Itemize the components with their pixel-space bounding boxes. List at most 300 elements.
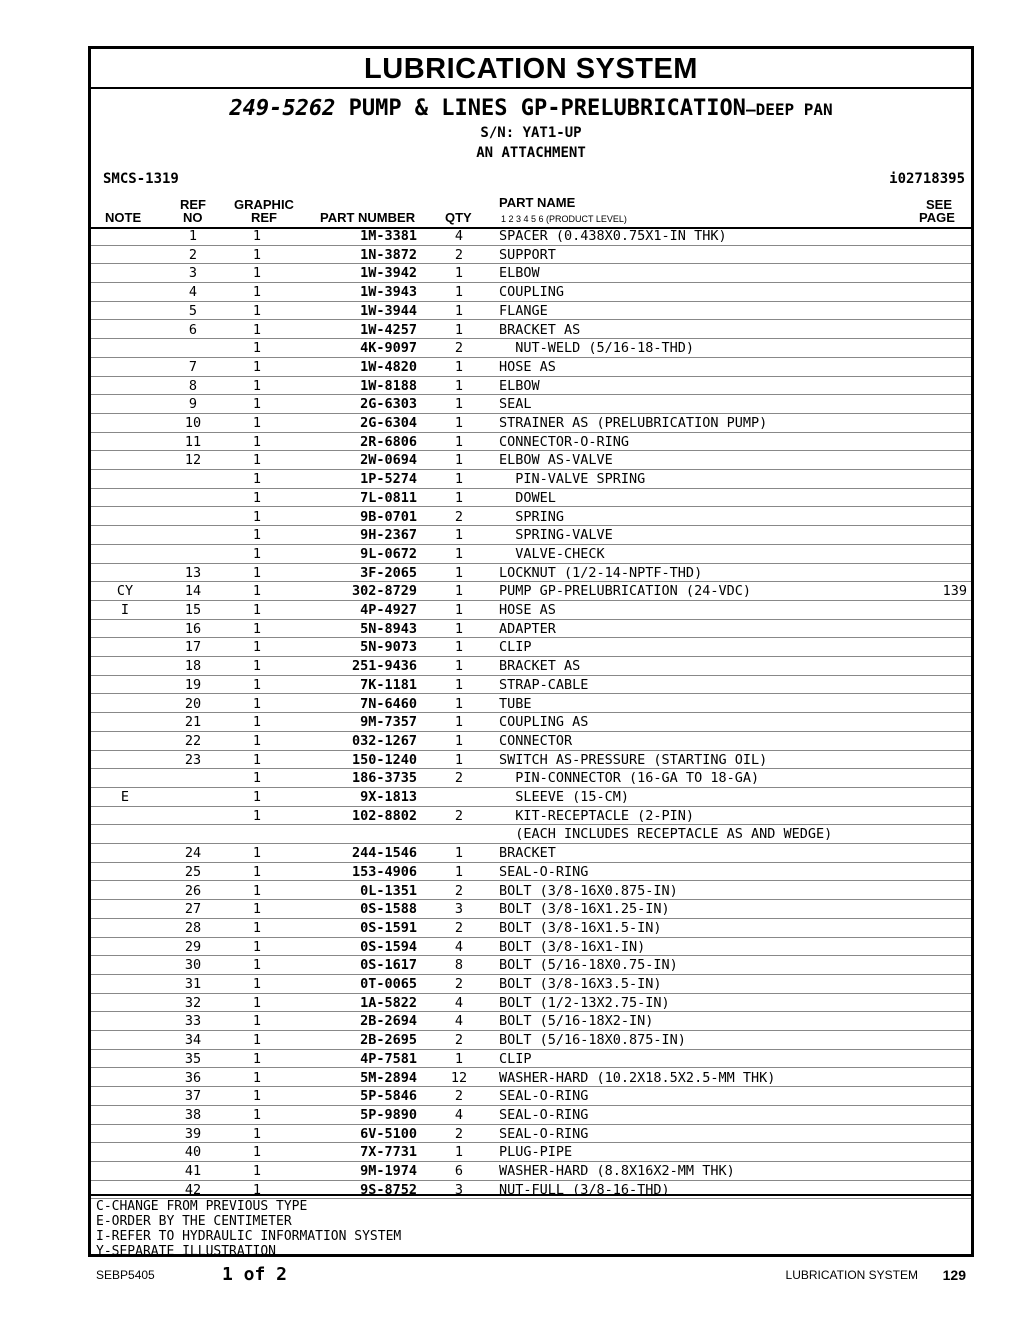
- ref-no-cell: 5: [188, 302, 198, 319]
- part-number-cell: 1W-4820: [360, 358, 417, 375]
- part-number-cell: 1A-5822: [360, 994, 417, 1011]
- part-name-cell: VALVE-CHECK: [499, 545, 605, 562]
- part-number-cell: 1W-3942: [360, 265, 417, 282]
- table-row: [91, 1012, 971, 1031]
- part-number-cell: 7L-0811: [360, 489, 417, 506]
- part-name-cell: KIT-RECEPTACLE (2-PIN): [499, 807, 695, 824]
- graphic-ref-cell: 1: [252, 377, 262, 394]
- ref-no-cell: 18: [184, 658, 202, 675]
- table-row: [91, 1106, 971, 1125]
- part-name-cell: ELBOW: [499, 265, 540, 282]
- table-row: [91, 807, 971, 826]
- table-row: [91, 713, 971, 732]
- qty-cell: 4: [454, 994, 464, 1011]
- part-number-cell: 9H-2367: [360, 527, 417, 544]
- footer-page-number: 129: [942, 1267, 966, 1283]
- part-number-cell: 1W-3943: [360, 284, 417, 301]
- table-row: [91, 1162, 971, 1181]
- qty-cell: 4: [454, 1013, 464, 1030]
- graphic-ref-cell: 1: [252, 1069, 262, 1086]
- part-name-cell: BOLT (1/2-13X2.75-IN): [499, 994, 670, 1011]
- part-number-cell: 9S-8752: [360, 1181, 417, 1198]
- part-name-cell: COUPLING AS: [499, 714, 589, 731]
- qty-cell: 1: [454, 284, 464, 301]
- qty-cell: 2: [454, 246, 464, 263]
- table-row: [91, 1125, 971, 1144]
- ref-no-cell: 7: [188, 358, 198, 375]
- graphic-ref-cell: 1: [252, 489, 262, 506]
- table-row: [91, 938, 971, 957]
- ref-no-cell: 29: [184, 938, 202, 955]
- table-row: [91, 1031, 971, 1050]
- table-row: [91, 358, 971, 377]
- note-cell: E: [120, 789, 130, 805]
- qty-cell: 1: [454, 1050, 464, 1067]
- qty-cell: 2: [454, 770, 464, 787]
- graphic-ref-cell: 1: [252, 1125, 262, 1142]
- qty-cell: 1: [454, 358, 464, 375]
- graphic-ref-cell: 1: [252, 751, 262, 768]
- qty-cell: 1: [454, 732, 464, 749]
- part-name-cell: PUMP GP-PRELUBRICATION (24-VDC): [499, 583, 751, 600]
- part-name-cell: SEAL-O-RING: [499, 1106, 589, 1123]
- table-row: [91, 582, 971, 601]
- qty-cell: 2: [454, 340, 464, 357]
- table-row: [91, 788, 971, 807]
- table-row: [91, 470, 971, 489]
- graphic-ref-cell: 1: [252, 770, 262, 787]
- table-row: [91, 919, 971, 938]
- graphic-ref-cell: 1: [252, 228, 262, 244]
- header-see: SEE: [926, 197, 953, 212]
- note-cell: I: [120, 602, 130, 618]
- table-row: [91, 302, 971, 321]
- part-name-cell: LOCKNUT (1/2-14-NPTF-THD): [499, 564, 703, 581]
- table-row: [91, 994, 971, 1013]
- qty-cell: 1: [454, 845, 464, 862]
- ref-no-cell: 1: [188, 228, 198, 244]
- part-name-cell: BOLT (5/16-18X0.875-IN): [499, 1032, 686, 1049]
- part-number-cell: 7X-7731: [360, 1144, 417, 1161]
- qty-cell: 1: [454, 415, 464, 431]
- see-page-cell: 139: [942, 583, 967, 600]
- qty-cell: 6: [454, 1163, 464, 1179]
- table-row: [91, 769, 971, 788]
- part-number-cell: 1W-8188: [360, 377, 417, 394]
- part-name-cell: STRAP-CABLE: [499, 676, 589, 693]
- part-name-cell: BOLT (3/8-16X3.5-IN): [499, 976, 662, 992]
- table-row: [91, 264, 971, 283]
- part-name-cell: ADAPTER: [499, 620, 556, 637]
- table-row: [91, 975, 971, 994]
- table-row: [91, 1143, 971, 1162]
- part-number-cell: 1W-3944: [360, 302, 417, 319]
- part-number-cell: 302-8729: [351, 583, 417, 600]
- qty-cell: 2: [454, 508, 464, 525]
- table-row: [91, 1069, 971, 1088]
- header-graphic-ref: REF: [251, 210, 277, 225]
- ref-no-cell: 17: [184, 639, 202, 656]
- qty-cell: 1: [454, 1144, 464, 1161]
- part-name-cell: BOLT (3/8-16X1.25-IN): [499, 901, 670, 918]
- ref-no-cell: 14: [184, 583, 202, 600]
- qty-cell: 1: [454, 863, 464, 880]
- table-row: [91, 751, 971, 770]
- part-number-cell: 7N-6460: [360, 695, 417, 712]
- ref-no-cell: 3: [188, 265, 198, 282]
- graphic-ref-cell: 1: [252, 545, 262, 562]
- table-row: [91, 620, 971, 639]
- ref-no-cell: 2: [188, 246, 198, 263]
- qty-cell: 1: [454, 658, 464, 675]
- ref-no-cell: 36: [184, 1069, 202, 1086]
- table-row: [91, 508, 971, 527]
- part-name-cell: DOWEL: [499, 489, 556, 506]
- ref-no-cell: 30: [184, 957, 202, 974]
- part-number-cell: 2G-6304: [360, 415, 417, 431]
- part-number-cell: 0S-1591: [360, 919, 417, 936]
- part-number-cell: 5N-8943: [360, 620, 417, 637]
- table-row: [91, 433, 971, 452]
- ref-no-cell: 22: [184, 732, 202, 749]
- attachment-label: AN ATTACHMENT: [476, 145, 586, 161]
- part-number-cell: 5P-9890: [360, 1106, 417, 1123]
- part-number-cell: 2B-2695: [360, 1032, 417, 1049]
- graphic-ref-cell: 1: [252, 433, 262, 450]
- qty-cell: 2: [454, 1032, 464, 1049]
- part-number-cell: 2W-0694: [360, 452, 417, 469]
- part-number-cell: 4P-7581: [360, 1050, 417, 1067]
- group-name: PUMP & LINES GP-PRELUBRICATION: [348, 96, 746, 121]
- ref-no-cell: 34: [184, 1032, 202, 1049]
- graphic-ref-cell: 1: [252, 639, 262, 656]
- qty-cell: 3: [454, 901, 464, 918]
- ref-no-cell: 19: [184, 676, 202, 693]
- table-row: [91, 657, 971, 676]
- graphic-ref-cell: 1: [252, 919, 262, 936]
- footer-section: LUBRICATION SYSTEM: [785, 1268, 918, 1282]
- part-number-cell: 1P-5274: [360, 471, 417, 488]
- part-name-cell: BOLT (3/8-16X1.5-IN): [499, 919, 662, 936]
- part-number-cell: 2R-6806: [360, 433, 417, 450]
- part-number-cell: 1M-3381: [360, 228, 417, 244]
- graphic-ref-cell: 1: [252, 358, 262, 375]
- ref-no-cell: 15: [184, 602, 202, 618]
- part-number-cell: 7K-1181: [360, 676, 417, 693]
- table-row: [91, 676, 971, 695]
- header-qty: QTY: [445, 210, 472, 225]
- header-product-levels: 1 2 3 4 5 6 (PRODUCT LEVEL): [501, 214, 627, 224]
- table-row: [91, 956, 971, 975]
- group-suffix: —DEEP PAN: [745, 100, 833, 119]
- graphic-ref-cell: 1: [252, 452, 262, 469]
- part-name-cell: STRAINER AS (PRELUBRICATION PUMP): [499, 415, 768, 431]
- table-row: [91, 638, 971, 657]
- ref-no-cell: 16: [184, 620, 202, 637]
- qty-cell: 1: [454, 489, 464, 506]
- part-number-cell: 251-9436: [351, 658, 417, 675]
- part-name-cell: COUPLING: [499, 284, 565, 301]
- qty-cell: 1: [454, 452, 464, 469]
- graphic-ref-cell: 1: [252, 396, 262, 413]
- part-number-cell: 9M-1974: [360, 1163, 417, 1179]
- graphic-ref-cell: 1: [252, 1163, 262, 1179]
- part-name-cell: (EACH INCLUDES RECEPTACLE AS AND WEDGE): [499, 826, 833, 843]
- table-row: [91, 1087, 971, 1106]
- table-row: [91, 863, 971, 882]
- part-number-cell: 9B-0701: [360, 508, 417, 525]
- part-number-cell: 5P-5846: [360, 1088, 417, 1105]
- header-part-name: PART NAME: [499, 195, 576, 210]
- part-number-cell: 0S-1617: [360, 957, 417, 974]
- part-name-cell: CONNECTOR-O-RING: [499, 433, 630, 450]
- graphic-ref-cell: 1: [252, 246, 262, 263]
- graphic-ref-cell: 1: [252, 1144, 262, 1161]
- qty-cell: 1: [454, 471, 464, 488]
- qty-cell: 1: [454, 583, 464, 600]
- qty-cell: 3: [454, 1181, 464, 1198]
- part-number-cell: 1N-3872: [360, 246, 417, 263]
- part-number-cell: 0T-0065: [360, 976, 417, 992]
- part-name-cell: SPACER (0.438X0.75X1-IN THK): [499, 228, 727, 244]
- ref-no-cell: 32: [184, 994, 202, 1011]
- part-name-cell: BRACKET AS: [499, 658, 581, 675]
- table-row: [91, 695, 971, 714]
- graphic-ref-cell: 1: [252, 676, 262, 693]
- qty-cell: 1: [454, 433, 464, 450]
- qty-cell: 2: [454, 976, 464, 992]
- graphic-ref-cell: 1: [252, 471, 262, 488]
- ref-no-cell: 8: [188, 377, 198, 394]
- part-number-cell: 153-4906: [351, 863, 417, 880]
- part-name-cell: HOSE AS: [499, 602, 556, 618]
- ref-no-cell: 41: [184, 1163, 202, 1179]
- ref-no-cell: 39: [184, 1125, 202, 1142]
- group-title: [91, 95, 971, 124]
- smcs-code: SMCS-1319: [103, 171, 179, 187]
- table-row: [91, 1050, 971, 1069]
- note-cell: CY: [116, 583, 134, 600]
- qty-cell: 1: [454, 695, 464, 712]
- qty-cell: 1: [454, 639, 464, 656]
- ref-no-cell: 37: [184, 1088, 202, 1105]
- table-row: [91, 564, 971, 583]
- graphic-ref-cell: 1: [252, 602, 262, 618]
- table-row: [91, 882, 971, 901]
- part-name-cell: SEAL: [499, 396, 532, 413]
- table-row: [91, 246, 971, 265]
- qty-cell: 1: [454, 564, 464, 581]
- qty-cell: 1: [454, 602, 464, 618]
- part-name-cell: WASHER-HARD (10.2X18.5X2.5-MM THK): [499, 1069, 776, 1086]
- footer-page-of: 1 of 2: [222, 1264, 288, 1285]
- part-name-cell: BOLT (5/16-18X2-IN): [499, 1013, 654, 1030]
- part-name-cell: CONNECTOR: [499, 732, 573, 749]
- ref-no-cell: 11: [184, 433, 202, 450]
- graphic-ref-cell: 1: [252, 564, 262, 581]
- parts-list-frame: [88, 46, 974, 1257]
- part-name-cell: SLEEVE (15-CM): [499, 789, 630, 805]
- part-number-cell: 2G-6303: [360, 396, 417, 413]
- graphic-ref-cell: 1: [252, 265, 262, 282]
- illustration-id: i02718395: [889, 171, 965, 187]
- graphic-ref-cell: 1: [252, 583, 262, 600]
- part-name-cell: PIN-CONNECTOR (16-GA TO 18-GA): [499, 770, 760, 787]
- table-row: [91, 377, 971, 396]
- graphic-ref-cell: 1: [252, 415, 262, 431]
- part-name-cell: NUT-FULL (3/8-16-THD): [499, 1181, 670, 1198]
- legend-item: I-REFER TO HYDRAULIC INFORMATION SYSTEM: [96, 1229, 402, 1244]
- graphic-ref-cell: 1: [252, 1013, 262, 1030]
- part-number-cell: 3F-2065: [360, 564, 417, 581]
- part-name-cell: PLUG-PIPE: [499, 1144, 573, 1161]
- ref-no-cell: 38: [184, 1106, 202, 1123]
- graphic-ref-cell: 1: [252, 340, 262, 357]
- graphic-ref-cell: 1: [252, 302, 262, 319]
- part-name-cell: HOSE AS: [499, 358, 556, 375]
- table-row: [91, 601, 971, 620]
- part-number-cell: 9L-0672: [360, 545, 417, 562]
- part-number-cell: 9X-1813: [360, 789, 417, 805]
- part-number-cell: 0S-1588: [360, 901, 417, 918]
- header-page: PAGE: [919, 210, 955, 225]
- graphic-ref-cell: 1: [252, 658, 262, 675]
- table-row: [91, 1181, 971, 1200]
- part-name-cell: NUT-WELD (5/16-18-THD): [499, 340, 695, 357]
- qty-cell: 4: [454, 1106, 464, 1123]
- part-name-cell: CLIP: [499, 1050, 532, 1067]
- legend-item: Y-SEPARATE ILLUSTRATION: [96, 1244, 277, 1259]
- table-row: [91, 227, 971, 246]
- ref-no-cell: 13: [184, 564, 202, 581]
- ref-no-cell: 12: [184, 452, 202, 469]
- qty-cell: 2: [454, 919, 464, 936]
- legend-rule: [91, 1194, 971, 1196]
- table-row: [91, 395, 971, 414]
- ref-no-cell: 42: [184, 1181, 202, 1198]
- header-note: NOTE: [105, 210, 142, 225]
- part-number-cell: 186-3735: [351, 770, 417, 787]
- part-number-cell: 102-8802: [351, 807, 417, 824]
- graphic-ref-cell: 1: [252, 807, 262, 824]
- qty-cell: 1: [454, 620, 464, 637]
- graphic-ref-cell: 1: [252, 508, 262, 525]
- graphic-ref-cell: 1: [252, 1106, 262, 1123]
- graphic-ref-cell: 1: [252, 527, 262, 544]
- qty-cell: 1: [454, 302, 464, 319]
- table-row: [91, 489, 971, 508]
- graphic-ref-cell: 1: [252, 901, 262, 918]
- ref-no-cell: 9: [188, 396, 198, 413]
- qty-cell: 2: [454, 1088, 464, 1105]
- part-number-cell: 0S-1594: [360, 938, 417, 955]
- graphic-ref-cell: 1: [252, 976, 262, 992]
- ref-no-cell: 26: [184, 882, 202, 899]
- part-name-cell: ELBOW: [499, 377, 540, 394]
- qty-cell: 2: [454, 807, 464, 824]
- ref-no-cell: 21: [184, 714, 202, 731]
- part-name-cell: SPRING: [499, 508, 565, 525]
- header-no: NO: [183, 210, 203, 225]
- qty-cell: 2: [454, 1125, 464, 1142]
- graphic-ref-cell: 1: [252, 845, 262, 862]
- graphic-ref-cell: 1: [252, 714, 262, 731]
- graphic-ref-cell: 1: [252, 882, 262, 899]
- qty-cell: 4: [454, 228, 464, 244]
- part-number-cell: 0L-1351: [360, 882, 417, 899]
- table-row: [91, 414, 971, 433]
- graphic-ref-cell: 1: [252, 732, 262, 749]
- legend-item: C-CHANGE FROM PREVIOUS TYPE: [96, 1199, 308, 1214]
- table-row: [91, 451, 971, 470]
- header-graphic: GRAPHIC: [234, 197, 294, 212]
- ref-no-cell: 35: [184, 1050, 202, 1067]
- table-row: [91, 321, 971, 340]
- table-row: [91, 900, 971, 919]
- ref-no-cell: 27: [184, 901, 202, 918]
- part-name-cell: BOLT (3/8-16X1-IN): [499, 938, 646, 955]
- qty-cell: 1: [454, 265, 464, 282]
- qty-cell: 1: [454, 751, 464, 768]
- part-number-cell: 9M-7357: [360, 714, 417, 731]
- qty-cell: 2: [454, 882, 464, 899]
- part-name-cell: PIN-VALVE SPRING: [499, 471, 646, 488]
- table-row: [91, 526, 971, 545]
- graphic-ref-cell: 1: [252, 1032, 262, 1049]
- part-number-cell: 4K-9097: [360, 340, 417, 357]
- ref-no-cell: 6: [188, 321, 198, 338]
- part-number-cell: 2B-2694: [360, 1013, 417, 1030]
- qty-cell: 12: [450, 1069, 468, 1086]
- graphic-ref-cell: 1: [252, 863, 262, 880]
- header-part-number: PART NUMBER: [320, 210, 416, 225]
- part-name-cell: FLANGE: [499, 302, 548, 319]
- ref-no-cell: 25: [184, 863, 202, 880]
- part-name-cell: SEAL-O-RING: [499, 863, 589, 880]
- part-number-cell: 1W-4257: [360, 321, 417, 338]
- part-name-cell: BRACKET: [499, 845, 556, 862]
- part-number-cell: 6V-5100: [360, 1125, 417, 1142]
- part-name-cell: BRACKET AS: [499, 321, 581, 338]
- qty-cell: 1: [454, 377, 464, 394]
- ref-no-cell: 24: [184, 845, 202, 862]
- legend-item: E-ORDER BY THE CENTIMETER: [96, 1214, 292, 1229]
- qty-cell: 1: [454, 676, 464, 693]
- table-row: [91, 283, 971, 302]
- ref-no-cell: 4: [188, 284, 198, 301]
- part-number-cell: 5M-2894: [360, 1069, 417, 1086]
- part-name-cell: WASHER-HARD (8.8X16X2-MM THK): [499, 1163, 735, 1179]
- graphic-ref-cell: 1: [252, 957, 262, 974]
- graphic-ref-cell: 1: [252, 789, 262, 805]
- part-number-cell: 4P-4927: [360, 602, 417, 618]
- part-number-cell: 244-1546: [351, 845, 417, 862]
- ref-no-cell: 28: [184, 919, 202, 936]
- part-number-cell: 032-1267: [351, 732, 417, 749]
- footer-doc-number: SEBP5405: [96, 1268, 155, 1282]
- notes-legend: [96, 1199, 401, 1259]
- part-name-cell: CLIP: [499, 639, 532, 656]
- graphic-ref-cell: 1: [252, 1181, 262, 1198]
- table-row: [91, 339, 971, 358]
- part-name-cell: BOLT (3/8-16X0.875-IN): [499, 882, 678, 899]
- ref-no-cell: 20: [184, 695, 202, 712]
- qty-cell: 4: [454, 938, 464, 955]
- part-number-cell: 150-1240: [351, 751, 417, 768]
- qty-cell: 8: [454, 957, 464, 974]
- ref-no-cell: 10: [184, 415, 202, 431]
- ref-no-cell: 23: [184, 751, 202, 768]
